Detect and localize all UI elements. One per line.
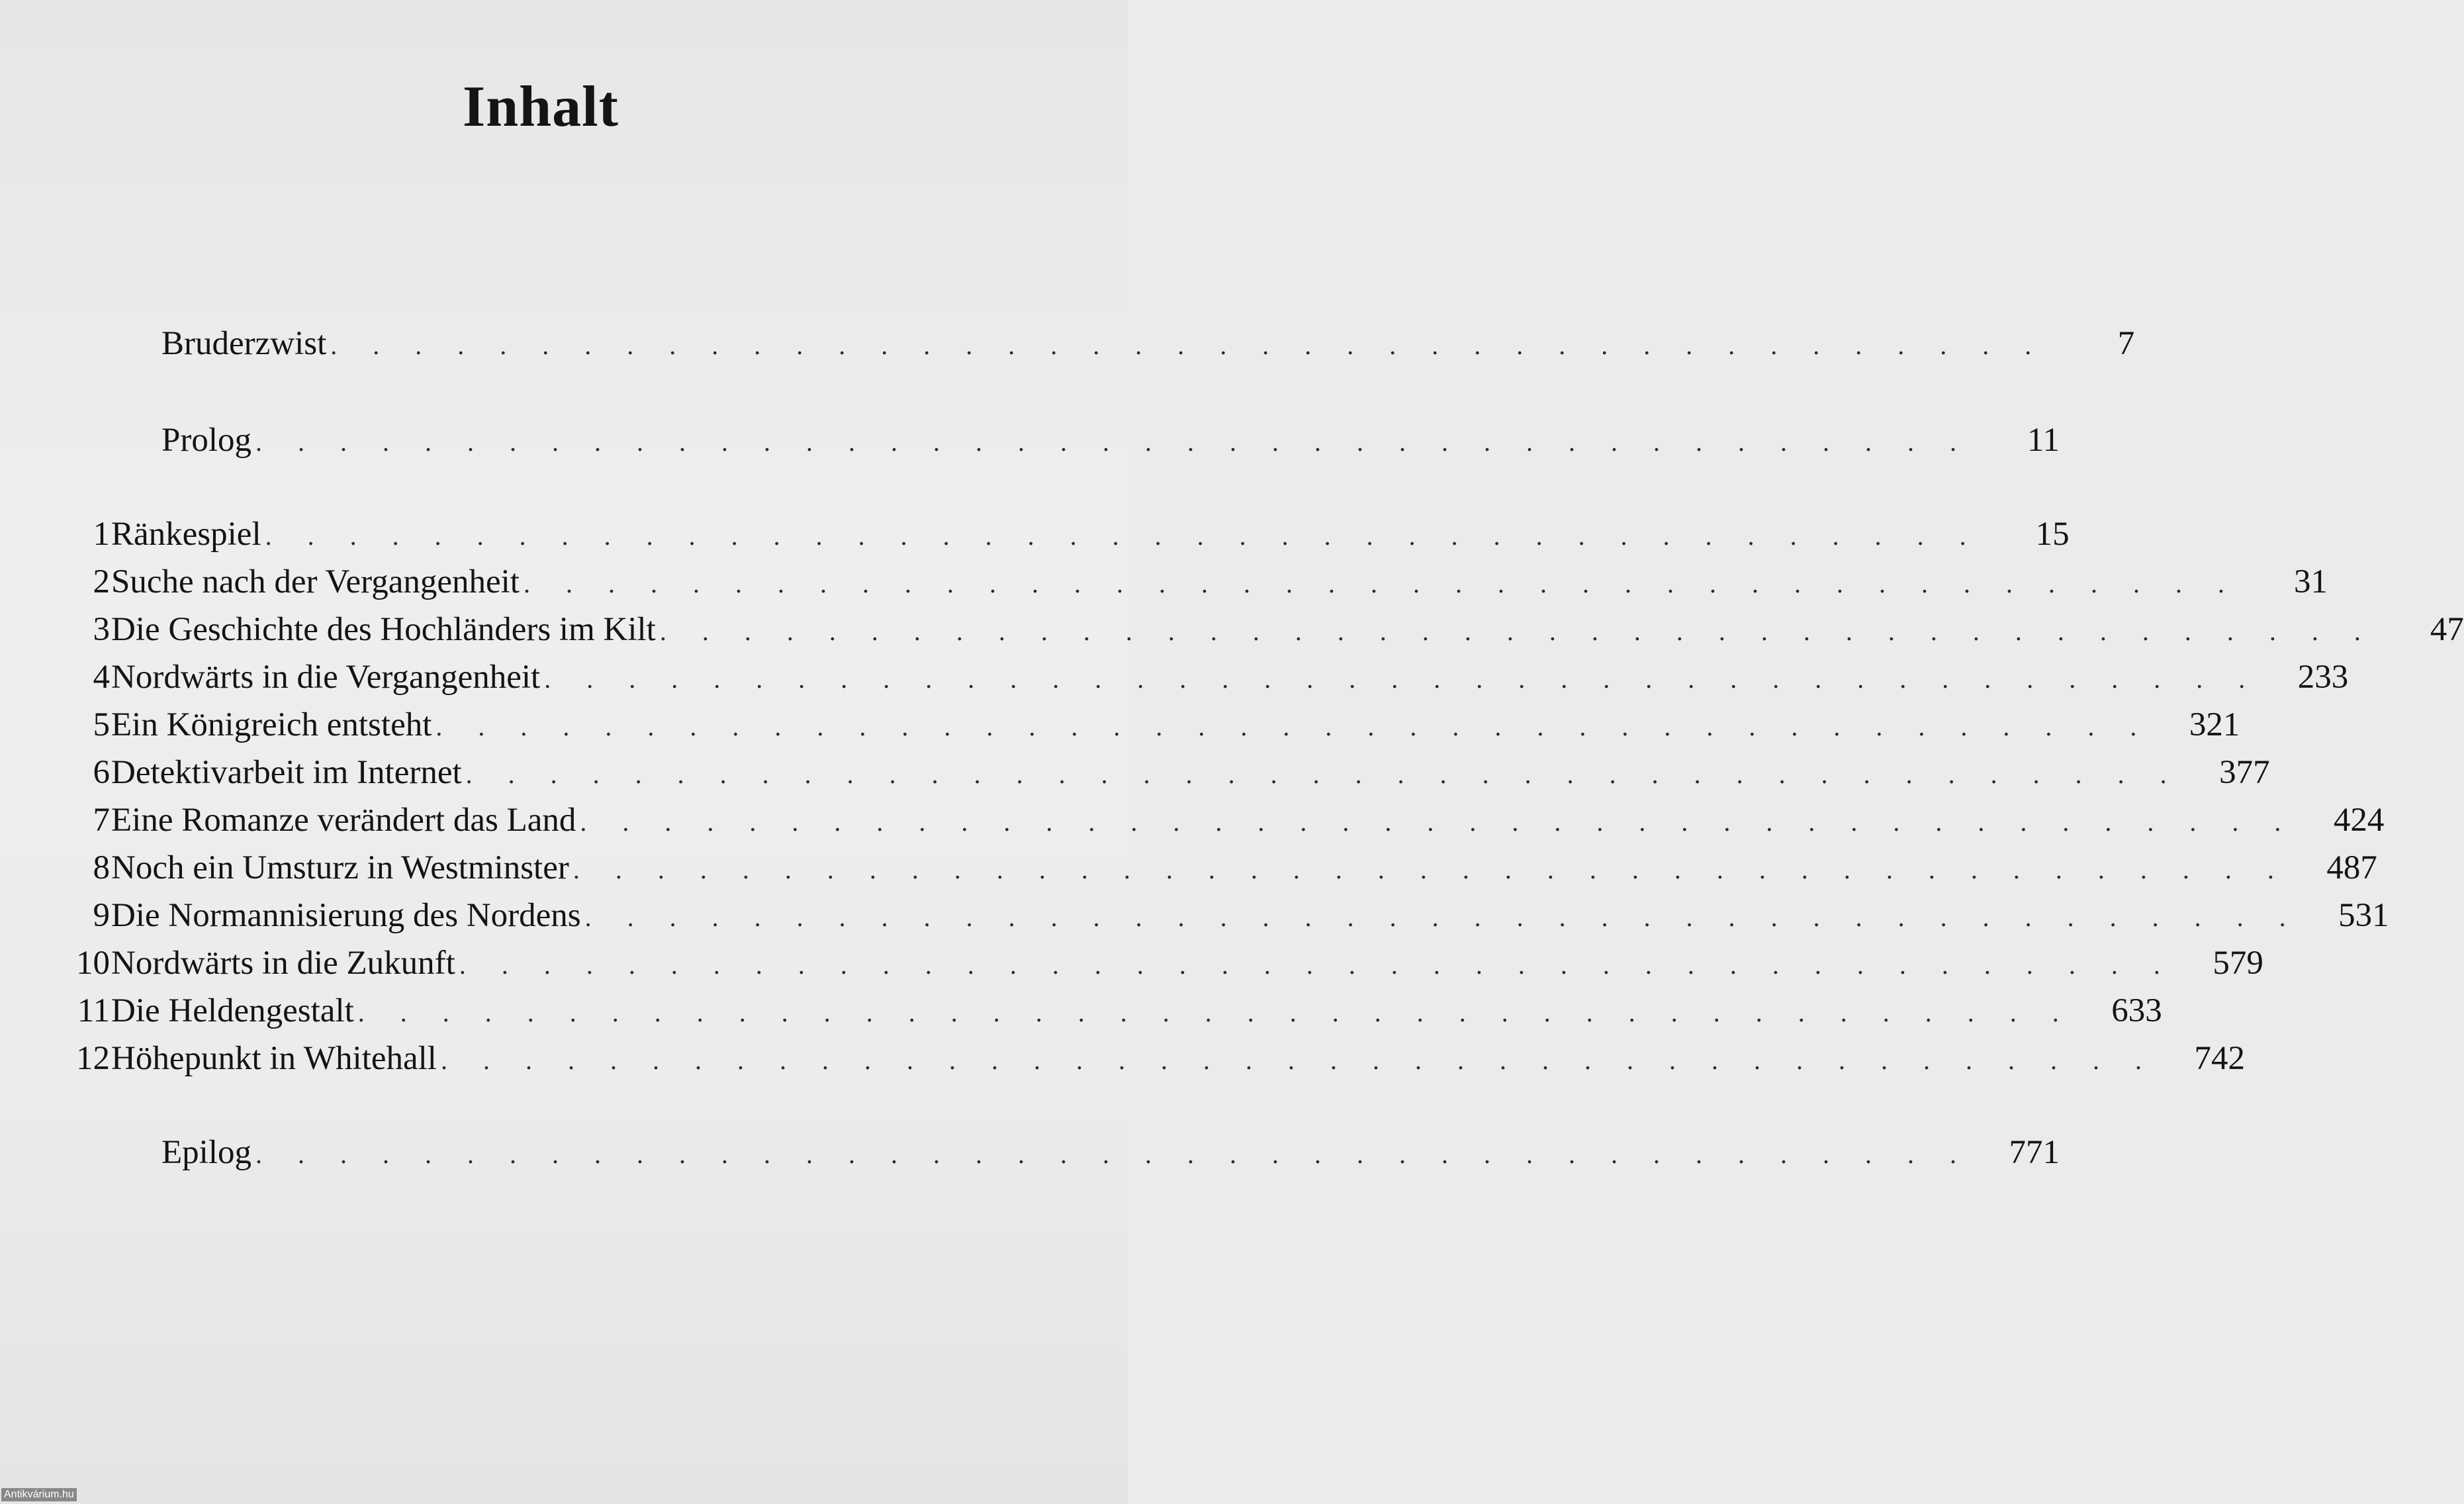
toc-entry-bruderzwist (60, 323, 2135, 364)
toc-entry-number: 11 (77, 992, 110, 1029)
toc-entry-title: Detektivarbeit im Internet (111, 754, 462, 791)
toc-entry-page: 424 (2333, 802, 2385, 839)
toc-entry-page: 321 (2189, 706, 2240, 743)
toc-entry-title: Noch ein Umsturz in Westminster (111, 849, 569, 886)
dot-leader: . . . . . . . . . . . . . . . . . . . . . . . . . . . . . . . . . . . . . . . . . (330, 330, 2046, 360)
dot-leader: . . . . . . . . . . . . . . . . . . . . . . . . . . . . . . . . . . . . . . . . . (465, 759, 2181, 789)
toc-entry-page: 531 (2338, 897, 2389, 934)
toc-entry-number: 3 (93, 611, 110, 648)
toc-entry-title: Epilog (161, 1134, 251, 1171)
watermark: Antikvárium.hu (1, 1488, 77, 1501)
toc-entry-chapter-9 (60, 895, 2389, 936)
toc-entry-title: Suche nach der Vergangenheit (111, 563, 520, 600)
toc-entry-page: 633 (2111, 992, 2162, 1029)
dot-leader: . . . . . . . . . . . . . . . . . . . . . . . . . . . . . . . . . . . . . . . . . (357, 998, 2074, 1027)
toc-entry-title: Ränkespiel (111, 516, 261, 553)
toc-entry-title: Nordwärts in die Vergangenheit (111, 659, 541, 696)
toc-entry-epilog (60, 1132, 2060, 1173)
dot-leader: . . . . . . . . . . . . . . . . . . . . . . . . . . . . . . . . . . . . . . . . . (459, 950, 2175, 980)
toc-entry-chapter-5 (60, 704, 2240, 745)
toc-entry-chapter-2 (60, 561, 2328, 602)
toc-entry-chapter-6 (60, 752, 2270, 793)
toc-entry-chapter-12 (60, 1038, 2245, 1079)
dot-leader: . . . . . . . . . . . . . . . . . . . . . . . . . . . . . . . . . . . . . . . . . (255, 427, 1972, 457)
toc-entry-number: 2 (93, 563, 110, 600)
toc-entry-title: Nordwärts in die Zukunft (111, 945, 455, 982)
toc-entry-number: 5 (93, 706, 110, 743)
toc-entry-page: 377 (2219, 754, 2270, 791)
dot-leader: . . . . . . . . . . . . . . . . . . . . . . . . . . . . . . . . . . . . . . . . . (440, 1045, 2156, 1075)
toc-entry-chapter-10 (60, 943, 2263, 984)
toc-entry-title: Die Heldengestalt (111, 992, 354, 1029)
toc-entry-page: 31 (2293, 563, 2328, 600)
toc-entry-chapter-8 (60, 847, 2377, 888)
toc-entry-title: Die Geschichte des Hochländers im Kilt (111, 611, 656, 648)
toc-entry-page: 11 (2027, 422, 2060, 459)
dot-leader: . . . . . . . . . . . . . . . . . . . . . . . . . . . . . . . . . . . . . . . . . (584, 902, 2301, 932)
dot-leader: . . . . . . . . . . . . . . . . . . . . . . . . . . . . . . . . . . . . . . . . . (255, 1139, 1971, 1169)
toc-entry-title: Die Normannisierung des Nordens (111, 897, 581, 934)
toc-entry-number: 12 (76, 1040, 110, 1077)
toc-entry-chapter-11 (60, 990, 2162, 1031)
toc-entry-number: 10 (76, 945, 110, 982)
toc-entry-number: 9 (93, 897, 110, 934)
dot-leader: . . . . . . . . . . . . . . . . . . . . . . . . . . . . . . . . . . . . . . . . . (435, 712, 2152, 741)
toc-entry-number: 4 (93, 659, 110, 696)
toc-entry-chapter-1 (60, 514, 2070, 555)
table-of-contents (60, 0, 2464, 1504)
toc-entry-title: Bruderzwist (161, 325, 327, 362)
page-title: Inhalt (463, 75, 619, 139)
toc-entry-title: Eine Romanze verändert das Land (111, 802, 576, 839)
dot-leader: . . . . . . . . . . . . . . . . . . . . . . . . . . . . . . . . . . . . . . . . . (580, 807, 2296, 837)
toc-entry-title: Ein Königreich entsteht (111, 706, 432, 743)
toc-entry-page: 771 (2009, 1134, 2060, 1171)
toc-entry-title: Höhepunkt in Whitehall (111, 1040, 437, 1077)
toc-entry-title: Prolog (161, 422, 252, 459)
dot-leader: . . . . . . . . . . . . . . . . . . . . . . . . . . . . . . . . . . . . . . . . . (572, 855, 2289, 884)
toc-entry-page: 742 (2194, 1040, 2245, 1077)
toc-entry-page: 47 (2430, 611, 2464, 648)
dot-leader: . . . . . . . . . . . . . . . . . . . . . . . . . . . . . . . . . . . . . . . . . (544, 664, 2260, 694)
toc-entry-number: 1 (93, 516, 110, 553)
toc-entry-page: 487 (2326, 849, 2377, 886)
toc-entry-chapter-4 (60, 657, 2349, 698)
dot-leader: . . . . . . . . . . . . . . . . . . . . . . . . . . . . . . . . . . . . . . . . . (265, 521, 1981, 551)
toc-entry-page: 579 (2213, 945, 2263, 982)
toc-entry-number: 8 (93, 849, 110, 886)
dot-leader: . . . . . . . . . . . . . . . . . . . . . . . . . . . . . . . . . . . . . . . . . (523, 569, 2239, 598)
toc-entry-chapter-7 (60, 800, 2385, 841)
toc-entry-prolog (60, 420, 2060, 461)
dot-leader: . . . . . . . . . . . . . . . . . . . . . . . . . . . . . . . . . . . . . . . . . (659, 616, 2375, 646)
toc-entry-page: 15 (2035, 516, 2070, 553)
toc-entry-number: 6 (93, 754, 110, 791)
toc-entry-page: 233 (2297, 659, 2349, 696)
toc-entry-page: 7 (2117, 325, 2135, 362)
toc-entry-number: 7 (93, 802, 110, 839)
toc-entry-chapter-3 (60, 609, 2464, 650)
